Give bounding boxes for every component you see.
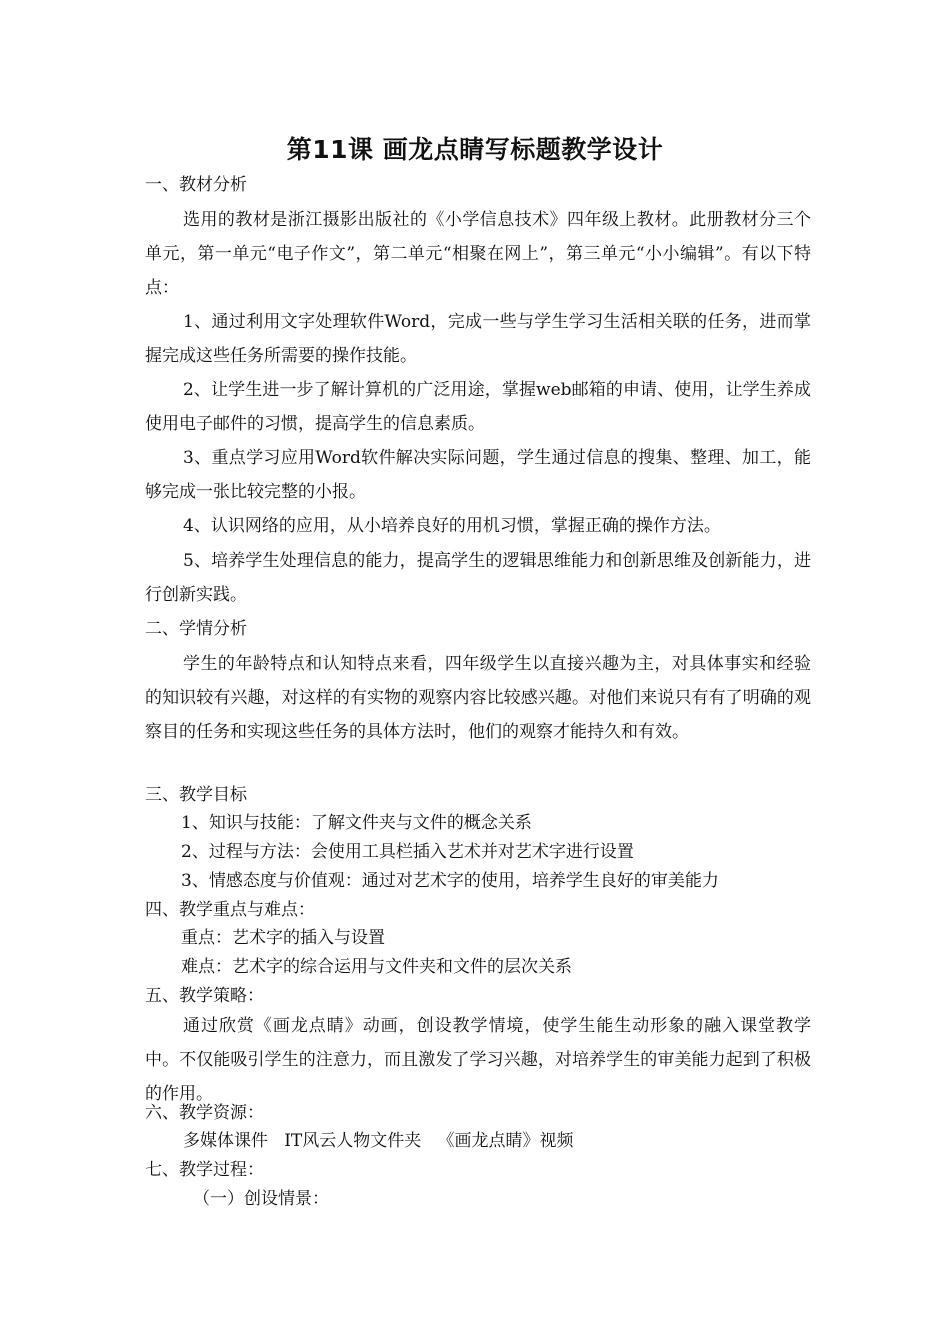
textbook-analysis-intro: 选用的教材是浙江摄影出版社的《小学信息技术》四年级上教材。此册教材分三个单元，第一单元“电子作文”，第二单元“相聚在网上”，第三单元“小小编辑”。有以下特点： bbox=[145, 210, 811, 298]
section-heading-teaching-goals: 三、教学目标 bbox=[145, 785, 247, 805]
section-heading-key-points: 四、教学重点与难点： bbox=[145, 900, 315, 920]
teaching-goal-1: 1、知识与技能：了解文件夹与文件的概念关系 bbox=[181, 813, 532, 833]
section-heading-textbook-analysis: 一、教材分析 bbox=[145, 175, 247, 195]
teaching-resources-body: 多媒体课件 IT风云人物文件夹 《画龙点睛》视频 bbox=[183, 1131, 574, 1151]
teaching-strategy-body: 通过欣赏《画龙点睛》动画，创设教学情境，使学生能生动形象的融入课堂教学中。不仅能吸引学生的注意力，而且激发了学习兴趣，对培养学生的审美能力起到了积极的作用。 bbox=[145, 1016, 811, 1104]
section-heading-teaching-process: 七、教学过程： bbox=[145, 1160, 264, 1180]
difficult-point: 难点：艺术字的综合运用与文件夹和文件的层次关系 bbox=[181, 957, 572, 977]
section-heading-student-analysis: 二、学情分析 bbox=[145, 619, 247, 639]
student-analysis-body: 学生的年龄特点和认知特点来看，四年级学生以直接兴趣为主，对具体事实和经验的知识较有兴趣，对这样的有实物的观察内容比较感兴趣。对他们来说只有有了明确的观察目的任务和实现这些任务的具体方法时，他们的观察才能持久和有效。 bbox=[145, 654, 811, 742]
document-title: 第11课 画龙点睛写标题教学设计 bbox=[286, 135, 664, 164]
textbook-feature-2: 2、让学生进一步了解计算机的广泛用途，掌握web邮箱的申请、使用，让学生养成使用电子邮件的习惯，提高学生的信息素质。 bbox=[145, 380, 811, 434]
textbook-feature-3: 3、重点学习应用Word软件解决实际问题，学生通过信息的搜集、整理、加工，能够完成一张比较完整的小报。 bbox=[145, 448, 811, 502]
textbook-feature-4: 4、认识网络的应用，从小培养良好的用机习惯，掌握正确的操作方法。 bbox=[183, 516, 721, 536]
textbook-feature-1: 1、通过利用文字处理软件Word，完成一些与学生学习生活相关联的任务，进而掌握完成这些任务所需要的操作技能。 bbox=[145, 312, 811, 366]
teaching-goal-3: 3、情感态度与价值观：通过对艺术字的使用，培养学生良好的审美能力 bbox=[181, 871, 719, 891]
section-heading-teaching-resources: 六、教学资源： bbox=[145, 1103, 264, 1123]
teaching-goal-2: 2、过程与方法：会使用工具栏插入艺术并对艺术字进行设置 bbox=[181, 842, 634, 862]
teaching-process-step-1: （一）创设情景： bbox=[193, 1189, 329, 1209]
section-heading-teaching-strategy: 五、教学策略： bbox=[145, 986, 264, 1006]
textbook-feature-5: 5、培养学生处理信息的能力，提高学生的逻辑思维能力和创新思维及创新能力，进行创新实践。 bbox=[145, 551, 811, 605]
key-point: 重点：艺术字的插入与设置 bbox=[181, 928, 385, 948]
